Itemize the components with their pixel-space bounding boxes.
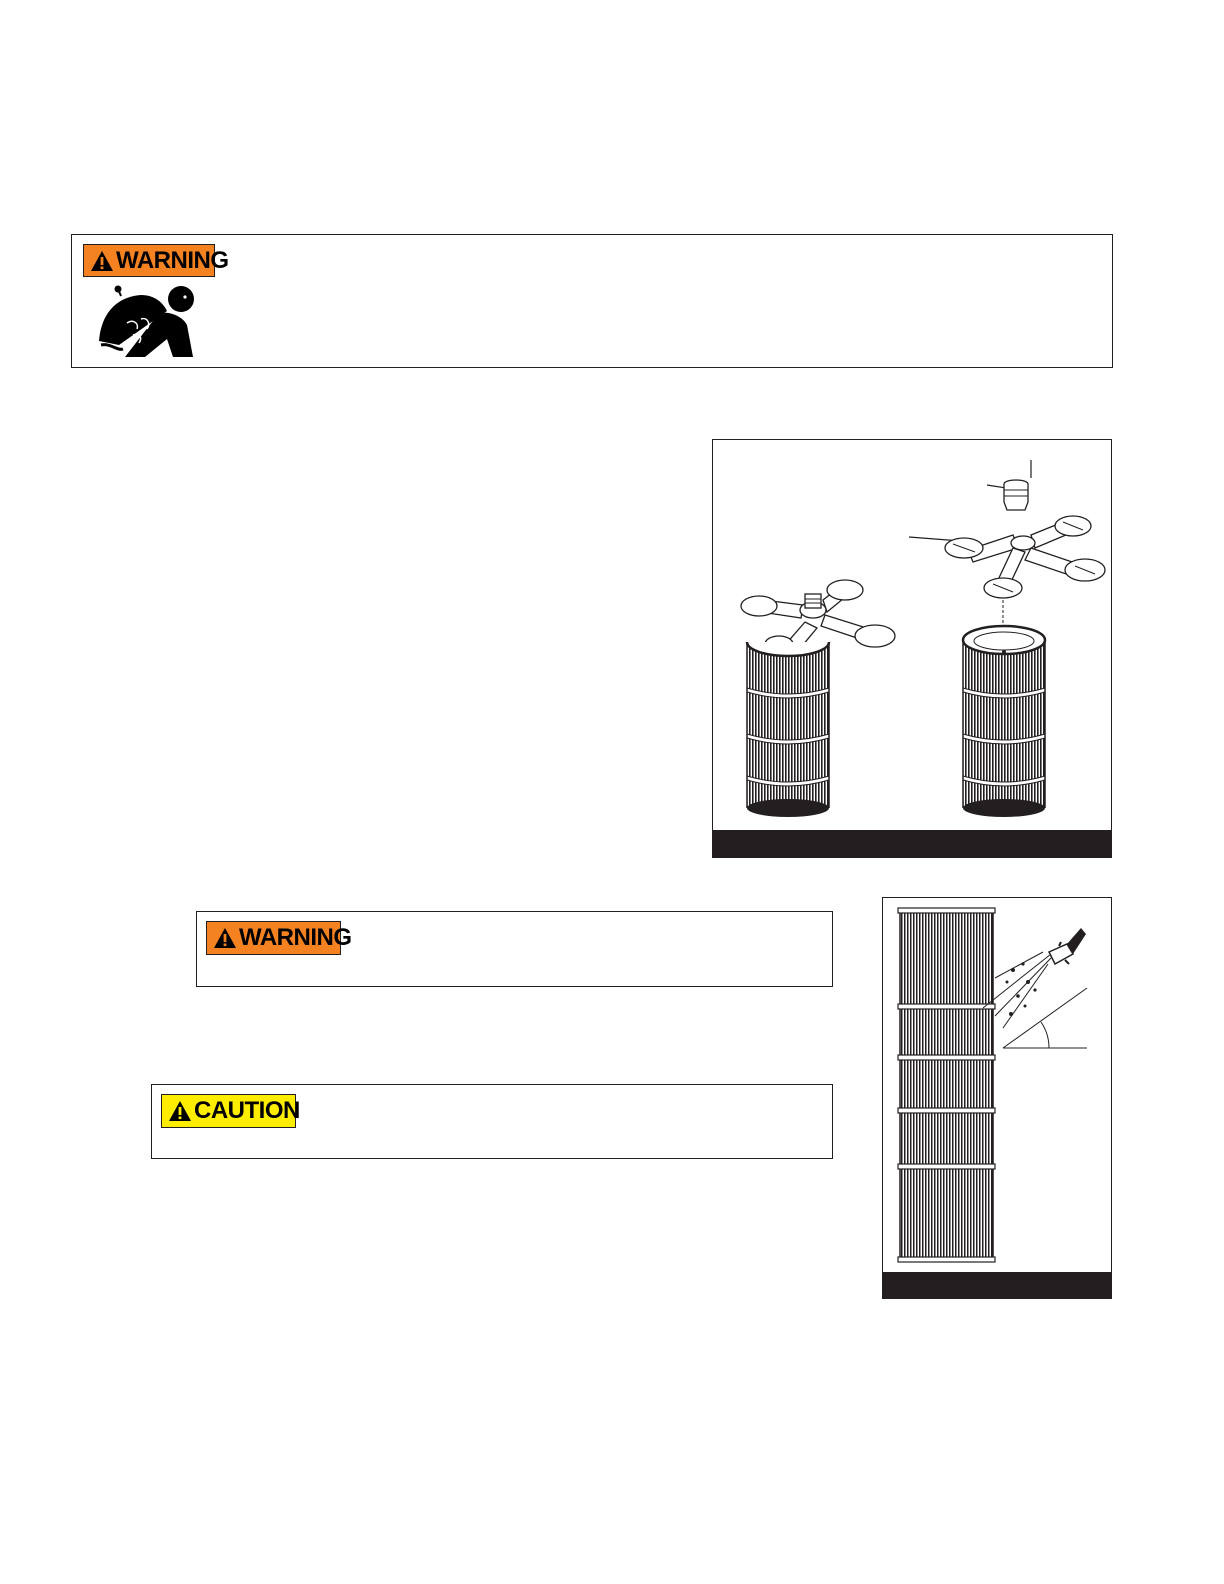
filter-cartridge-manifold-icon <box>713 440 1111 831</box>
figure-manifold-installation <box>712 439 1112 858</box>
warning-badge <box>206 921 352 955</box>
figure-caption-bar <box>713 830 1111 857</box>
warning-badge <box>83 244 229 277</box>
caution-box <box>151 1084 833 1159</box>
warning-box-middle <box>196 911 833 987</box>
warning-triangle-icon <box>90 250 116 272</box>
warning-triangle-icon <box>213 927 239 949</box>
warning-label: WARNING <box>116 246 229 274</box>
lid-blowoff-hazard-icon <box>97 283 197 359</box>
figure-caption-bar <box>883 1272 1111 1298</box>
warning-label: WARNING <box>239 924 352 951</box>
caution-label: CAUTION <box>194 1097 300 1124</box>
warning-triangle-icon <box>168 1100 194 1122</box>
figure-cartridge-hosing <box>882 897 1112 1299</box>
cartridge-hose-spray-icon <box>883 898 1111 1272</box>
warning-box-top <box>71 234 1113 368</box>
caution-badge <box>161 1094 300 1128</box>
